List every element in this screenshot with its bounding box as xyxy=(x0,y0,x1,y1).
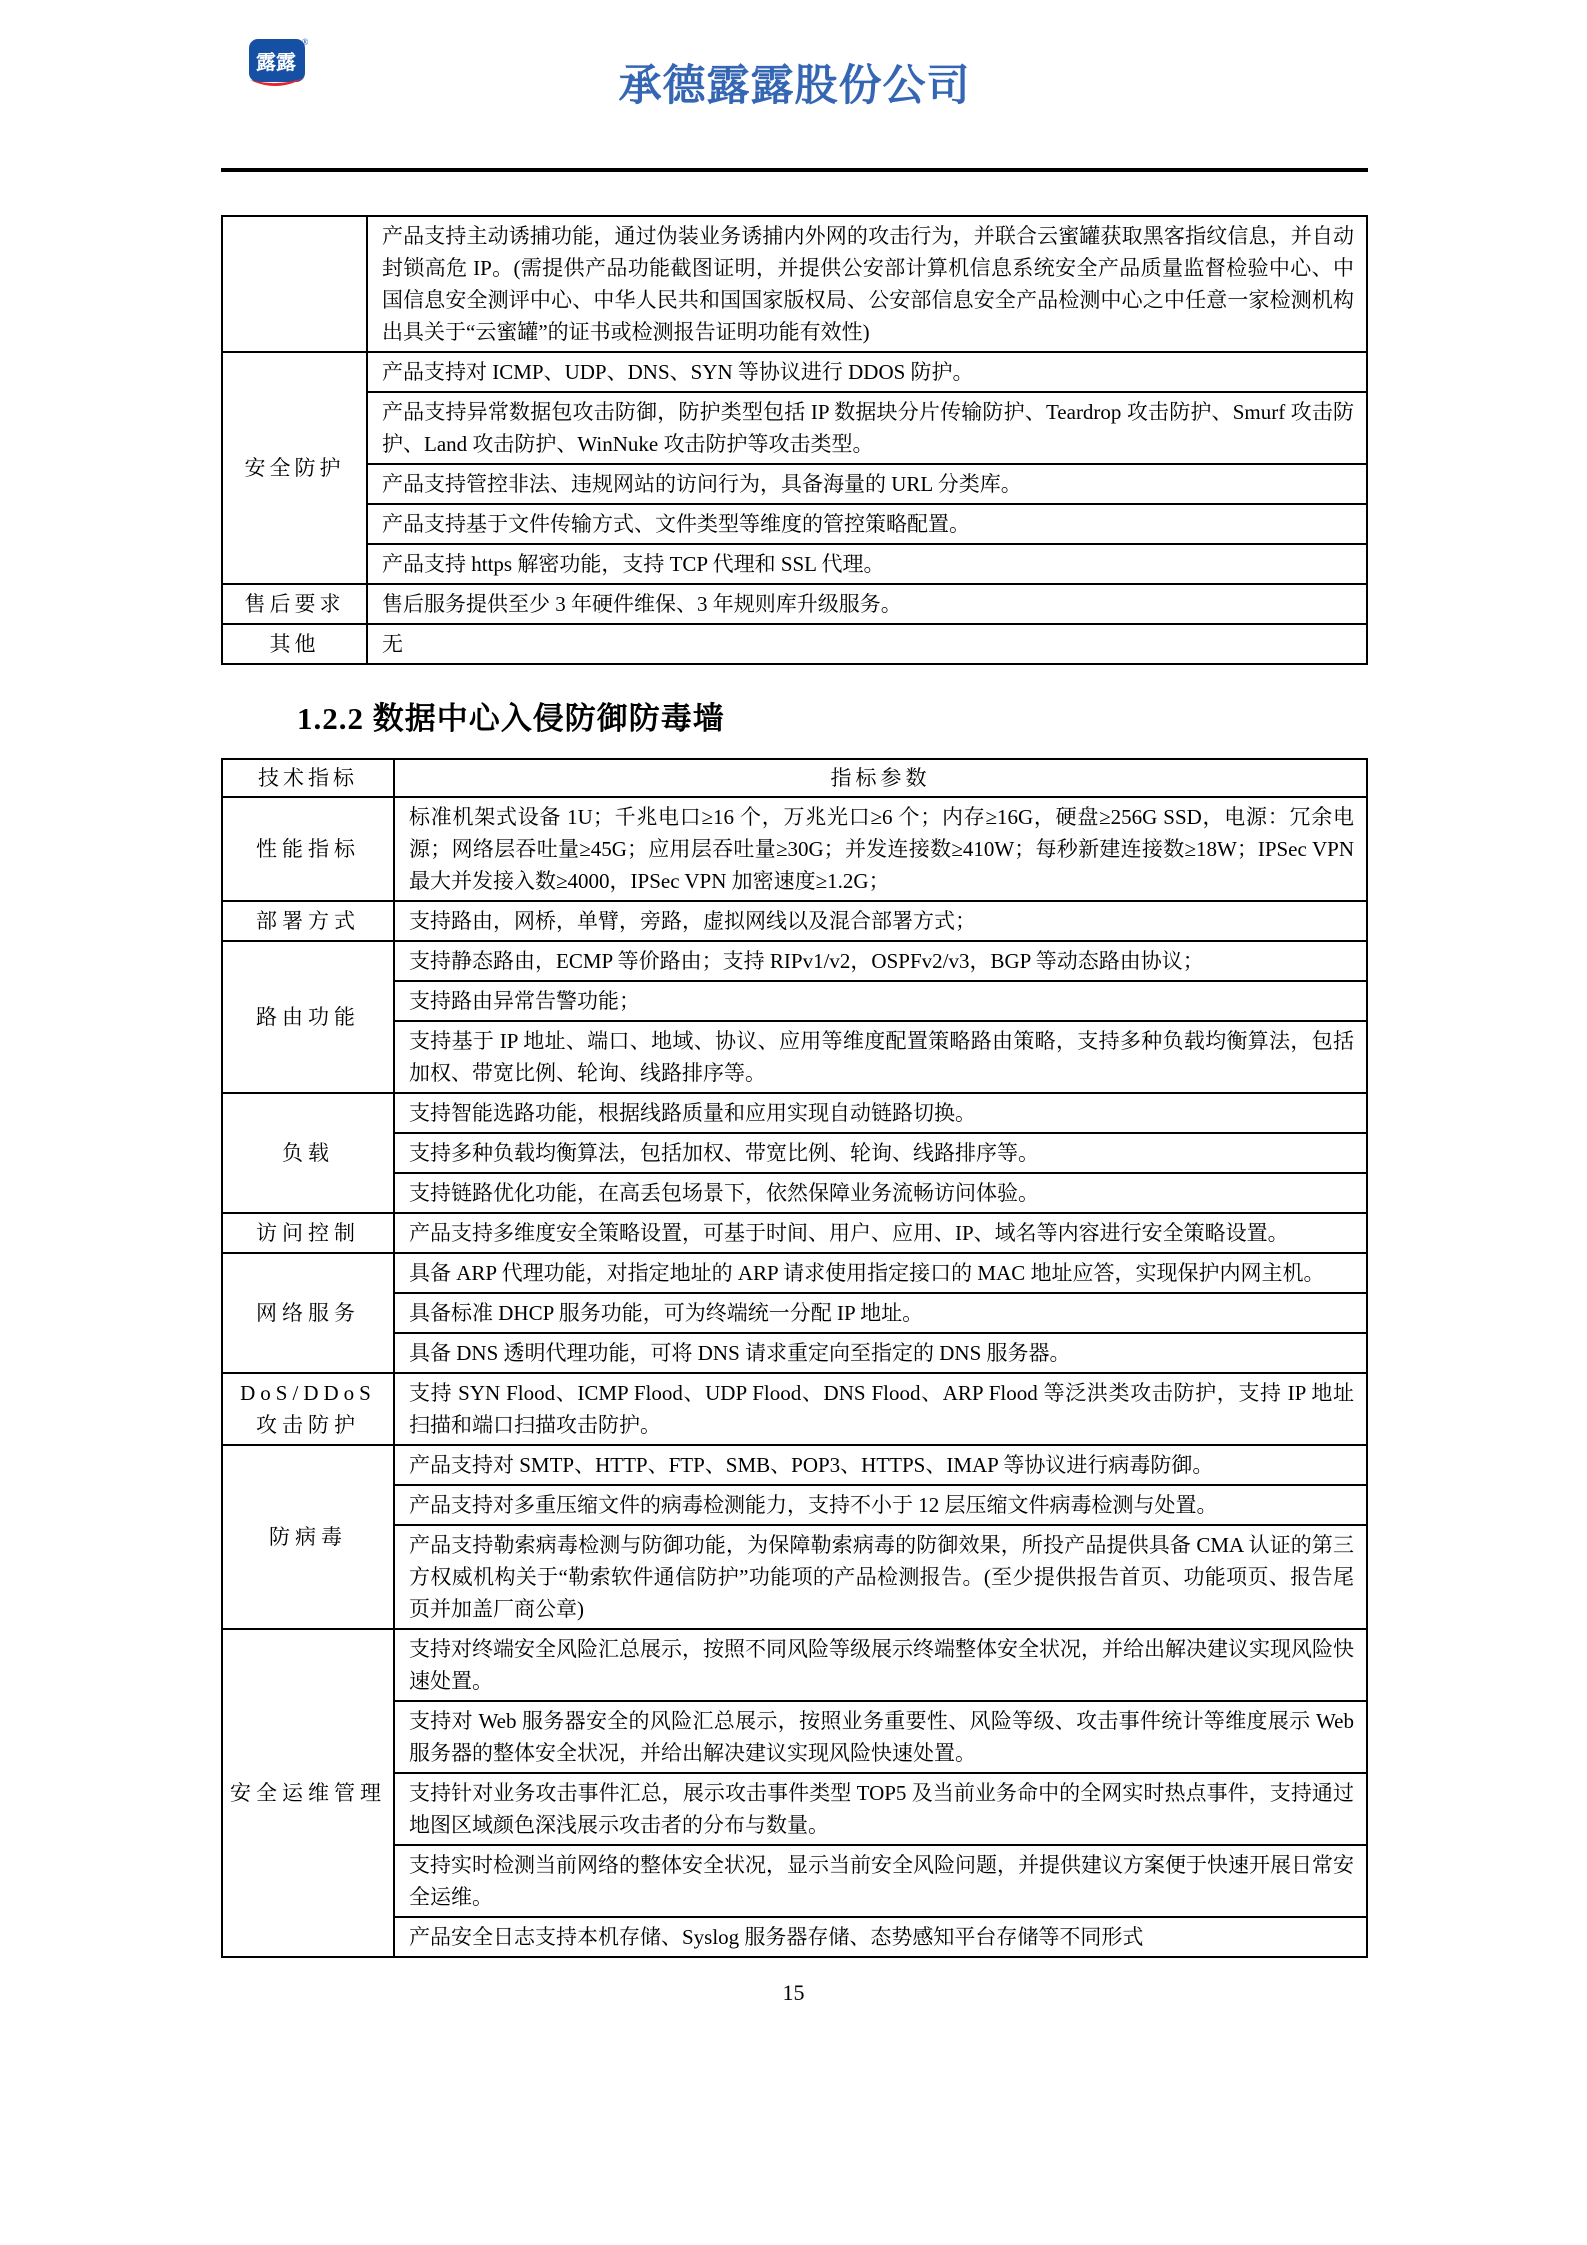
spec-value-cell: 产品安全日志支持本机存储、Syslog 服务器存储、态势感知平台存储等不同形式 xyxy=(394,1917,1367,1957)
page-number: 15 xyxy=(782,1980,805,2005)
table-row xyxy=(222,1701,1367,1773)
spec-value-cell: 具备 ARP 代理功能，对指定地址的 ARP 请求使用指定接口的 MAC 地址应答，实现保护内网主机。 xyxy=(394,1253,1367,1293)
spec-value-cell: 售后服务提供至少 3 年硬件维保、3 年规则库升级服务。 xyxy=(367,584,1367,624)
spec-label-cell: 访问控制 xyxy=(222,1213,394,1253)
spec-value-cell: 支持静态路由，ECMP 等价路由；支持 RIPv1/v2，OSPFv2/v3，BGP 等动态路由协议； xyxy=(394,941,1367,981)
table-row xyxy=(222,1293,1367,1333)
table-row xyxy=(222,1525,1367,1629)
spec-value-cell: 支持实时检测当前网络的整体安全状况，显示当前安全风险问题，并提供建议方案便于快速开展日常安全运维。 xyxy=(394,1845,1367,1917)
spec-value-cell: 支持基于 IP 地址、端口、地域、协议、应用等维度配置策略路由策略，支持多种负载均衡算法，包括加权、带宽比例、轮询、线路排序等。 xyxy=(394,1021,1367,1093)
table-row xyxy=(222,1133,1367,1173)
table-row xyxy=(222,901,1367,941)
table-row xyxy=(222,1373,1367,1445)
spec-label-cell: 其他 xyxy=(222,624,367,664)
spec-label-cell: 防病毒 xyxy=(222,1445,394,1629)
spec-value-cell: 产品支持勒索病毒检测与防御功能，为保障勒索病毒的防御效果，所投产品提供具备 CMA 认证的第三方权威机构关于“勒索软件通信防护”功能项的产品检测报告。(至少提供报告首页、功能项页、报告尾页并加盖厂商公章) xyxy=(394,1525,1367,1629)
table-row xyxy=(222,1445,1367,1485)
spec-value-cell: 产品支持多维度安全策略设置，可基于时间、用户、应用、IP、域名等内容进行安全策略设置。 xyxy=(394,1213,1367,1253)
spec-value-cell: 具备 DNS 透明代理功能，可将 DNS 请求重定向至指定的 DNS 服务器。 xyxy=(394,1333,1367,1373)
spec-value-cell: 支持路由，网桥，单臂，旁路，虚拟网线以及混合部署方式； xyxy=(394,901,1367,941)
spec-label-cell: 路由功能 xyxy=(222,941,394,1093)
table-row xyxy=(222,941,1367,981)
table-row xyxy=(222,1333,1367,1373)
spec-label-cell: 网络服务 xyxy=(222,1253,394,1373)
spec-label-cell xyxy=(222,216,367,352)
logo-text: 露露 xyxy=(256,52,296,74)
table-row xyxy=(222,1629,1367,1701)
company-name: 承德露露股份公司 xyxy=(618,62,971,110)
spec-label-cell: 安全运维管理 xyxy=(222,1629,394,1957)
spec-value-cell: 无 xyxy=(367,624,1367,664)
spec-value-cell: 支持多种负载均衡算法，包括加权、带宽比例、轮询、线路排序等。 xyxy=(394,1133,1367,1173)
spec-label-cell: 负载 xyxy=(222,1093,394,1213)
table-row xyxy=(222,544,1367,584)
column-header: 指标参数 xyxy=(394,759,1367,797)
table-row xyxy=(222,797,1367,901)
table-row xyxy=(222,504,1367,544)
spec-value-cell: 支持智能选路功能，根据线路质量和应用实现自动链路切换。 xyxy=(394,1093,1367,1133)
spec-label-cell: DoS/DDoS 攻击防护 xyxy=(222,1373,394,1445)
spec-value-cell: 产品支持主动诱捕功能，通过伪装业务诱捕内外网的攻击行为，并联合云蜜罐获取黑客指纹信息，并自动封锁高危 IP。(需提供产品功能截图证明，并提供公安部计算机信息系统安全产品质量监督检验中心、中国信息安全测评中心、中华人民共和国国家版权局、公安部信息安全产品检测中心之中任意一家检测机构出具关于“云蜜罐”的证书或检测报告证明功能有效性) xyxy=(367,216,1367,352)
spec-value-cell: 支持链路优化功能，在高丢包场景下，依然保障业务流畅访问体验。 xyxy=(394,1173,1367,1213)
spec-value-cell: 支持 SYN Flood、ICMP Flood、UDP Flood、DNS Flood、ARP Flood 等泛洪类攻击防护，支持 IP 地址扫描和端口扫描攻击防护。 xyxy=(394,1373,1367,1445)
spec-value-cell: 支持针对业务攻击事件汇总，展示攻击事件类型 TOP5 及当前业务命中的全网实时热点事件，支持通过地图区域颜色深浅展示攻击者的分布与数量。 xyxy=(394,1773,1367,1845)
spec-label-cell: 性能指标 xyxy=(222,797,394,901)
spec-value-cell: 标准机架式设备 1U；千兆电口≥16 个，万兆光口≥6 个；内存≥16G，硬盘≥256G SSD，电源：冗余电源；网络层吞吐量≥45G；应用层吞吐量≥30G；并发连接数≥410W；每秒新建连接数≥18W；IPSec VPN 最大并发接入数≥4000，IPSec VPN 加密速度≥1.2G； xyxy=(394,797,1367,901)
spec-value-cell: 具备标准 DHCP 服务功能，可为终端统一分配 IP 地址。 xyxy=(394,1293,1367,1333)
spec-value-cell: 产品支持 https 解密功能，支持 TCP 代理和 SSL 代理。 xyxy=(367,544,1367,584)
spec-label-cell: 售后要求 xyxy=(222,584,367,624)
table-row xyxy=(222,1485,1367,1525)
header-rule xyxy=(221,168,1368,172)
table-row xyxy=(222,1917,1367,1957)
spec-value-cell: 产品支持管控非法、违规网站的访问行为，具备海量的 URL 分类库。 xyxy=(367,464,1367,504)
table-row xyxy=(222,584,1367,624)
table-row xyxy=(222,1213,1367,1253)
table-row xyxy=(222,392,1367,464)
spec-value-cell: 产品支持对 SMTP、HTTP、FTP、SMB、POP3、HTTPS、IMAP 等协议进行病毒防御。 xyxy=(394,1445,1367,1485)
section-heading: 1.2.2 数据中心入侵防御防毒墙 xyxy=(297,701,725,736)
spec-value-cell: 支持对 Web 服务器安全的风险汇总展示，按照业务重要性、风险等级、攻击事件统计等维度展示 Web 服务器的整体安全状况，并给出解决建议实现风险快速处置。 xyxy=(394,1701,1367,1773)
spec-table-security xyxy=(221,215,1368,665)
spec-label-cell: 部署方式 xyxy=(222,901,394,941)
table-row xyxy=(222,624,1367,664)
table-row xyxy=(222,216,1367,352)
column-header: 技术指标 xyxy=(222,759,394,797)
spec-value-cell: 产品支持异常数据包攻击防御，防护类型包括 IP 数据块分片传输防护、Teardrop 攻击防护、Smurf 攻击防护、Land 攻击防护、WinNuke 攻击防护等攻击类型。 xyxy=(367,392,1367,464)
spec-label-cell: 安全防护 xyxy=(222,352,367,584)
document-header xyxy=(221,0,1368,172)
spec-value-cell: 产品支持对 ICMP、UDP、DNS、SYN 等协议进行 DDOS 防护。 xyxy=(367,352,1367,392)
table-row xyxy=(222,352,1367,392)
spec-value-cell: 产品支持基于文件传输方式、文件类型等维度的管控策略配置。 xyxy=(367,504,1367,544)
spec-value-cell: 支持对终端安全风险汇总展示，按照不同风险等级展示终端整体安全状况，并给出解决建议实现风险快速处置。 xyxy=(394,1629,1367,1701)
table-header-row xyxy=(222,759,1367,797)
spec-value-cell: 产品支持对多重压缩文件的病毒检测能力，支持不小于 12 层压缩文件病毒检测与处置。 xyxy=(394,1485,1367,1525)
table-row xyxy=(222,1773,1367,1845)
table-row xyxy=(222,1093,1367,1133)
table-row xyxy=(222,1021,1367,1093)
spec-table-datacenter-ips xyxy=(221,758,1368,1958)
table-row xyxy=(222,1845,1367,1917)
table-row xyxy=(222,981,1367,1021)
table-row xyxy=(222,1253,1367,1293)
table-row xyxy=(222,464,1367,504)
table-row xyxy=(222,1173,1367,1213)
registered-mark-icon: ® xyxy=(301,37,309,47)
spec-value-cell: 支持路由异常告警功能； xyxy=(394,981,1367,1021)
